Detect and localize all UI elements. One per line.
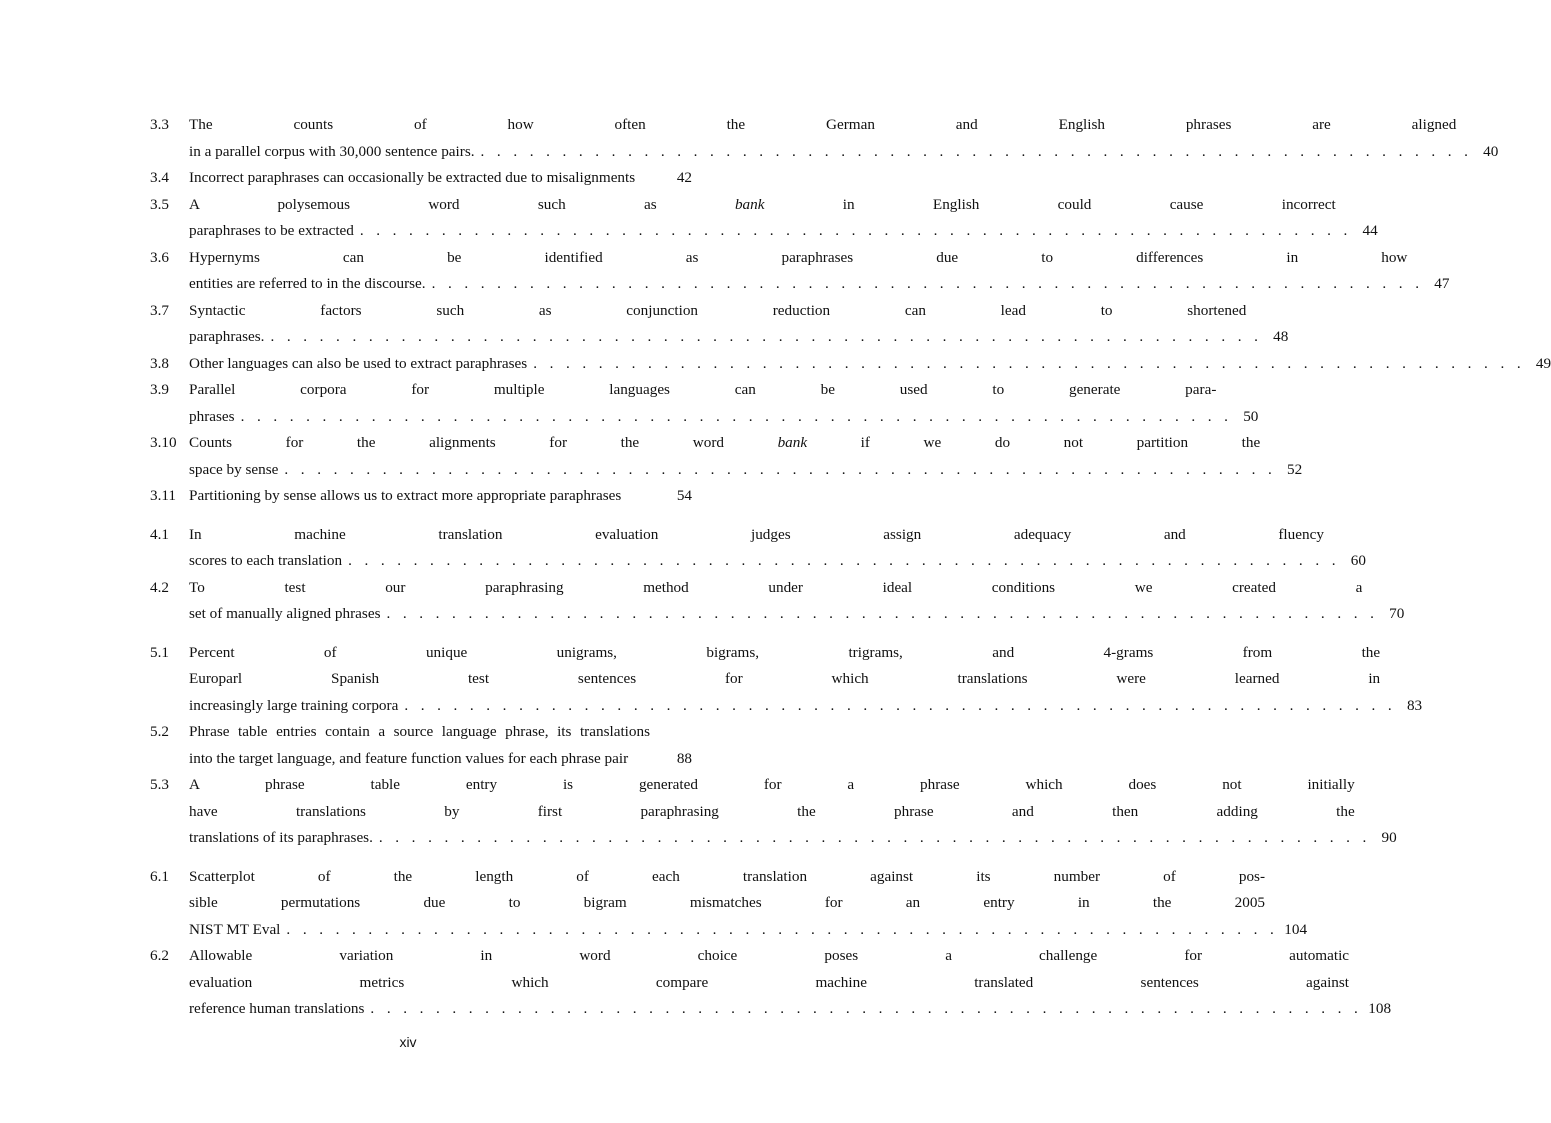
dot-leaders [379, 825, 1371, 852]
entry-line: evaluation metrics which compare machine translated sentences against [189, 973, 1350, 991]
page-number: 70 [1389, 605, 1405, 622]
figure-number: 5.2 [150, 723, 169, 740]
figure-entry-3-7[interactable] [150, 298, 1289, 351]
entry-line: paraphrases to be extracted [189, 222, 354, 239]
entry-line: reference human translations [189, 1000, 365, 1017]
page-number: 54 [676, 487, 692, 504]
entry-line: scores to each translation [189, 552, 343, 569]
dot-leaders [404, 693, 1396, 720]
dot-leaders [360, 218, 1352, 245]
entry-line: sible permutations due to bigram mismatches for an entry in the 2005 [189, 894, 1266, 911]
figure-entry-3-9[interactable] [150, 377, 1259, 430]
page-number: 40 [1483, 142, 1499, 160]
page-number: 42 [676, 169, 692, 186]
dot-leaders [286, 917, 1278, 944]
entry-line: Phrase table entries contain a source language phrase, its translations [189, 723, 650, 740]
figure-entry-6-2[interactable] [150, 943, 1392, 1023]
entry-line: space by sense [189, 460, 279, 478]
figure-entry-3-10[interactable] [150, 430, 1303, 483]
entry-line: translations of its paraphrases. [189, 829, 373, 846]
figure-entry-3-4[interactable] [150, 165, 692, 192]
figure-number: 3.6 [150, 248, 169, 266]
figure-number: 3.8 [150, 354, 169, 372]
page-number: 47 [1434, 275, 1450, 292]
entry-line: In machine translation evaluation judges assign adequacy and fluency [189, 525, 1324, 543]
entry-line: Europarl Spanish test sentences for which translations were learned in [189, 670, 1381, 687]
figure-number: 3.10 [150, 434, 177, 451]
entry-line: To test our paraphrasing method under ideal conditions we created a [189, 578, 1363, 596]
figure-entry-3-11[interactable] [150, 483, 692, 510]
entry-line: Parallel corpora for multiple languages can be used to generate para- [189, 381, 1217, 398]
page-number: 49 [1535, 354, 1551, 372]
figure-entry-3-6[interactable] [150, 245, 1450, 298]
figure-entry-3-3[interactable] [150, 112, 1499, 165]
entry-line: have translations by first paraphrasing the phrase and then adding the [189, 802, 1355, 820]
entry-line: Incorrect paraphrases can occasionally be extracted due to misalignments [189, 169, 636, 186]
entry-line: Hypernyms can be identified as paraphrases due to differences in how [189, 248, 1408, 266]
page-number: 90 [1381, 829, 1397, 846]
figure-number: 5.3 [150, 776, 169, 793]
page-number: 60 [1350, 552, 1366, 569]
figure-entry-3-8[interactable] [150, 351, 1551, 378]
figure-number: 3.3 [150, 116, 169, 133]
entry-line: phrases [189, 407, 235, 425]
figure-entry-5-1[interactable] [150, 640, 1423, 720]
figure-entry-5-2[interactable] [150, 719, 692, 772]
entry-line: Percent of unique unigrams, bigrams, trigrams, and 4-grams from the [189, 643, 1381, 661]
figure-number: 3.9 [150, 381, 169, 398]
page-number: 44 [1362, 222, 1378, 239]
figure-number: 3.4 [150, 169, 169, 186]
page-number: 108 [1368, 1000, 1392, 1017]
entry-line: A polysemous word such as bank in English could cause incorrect [189, 195, 1336, 213]
footer-page-number: xiv [399, 1034, 417, 1050]
figure-entry-4-2[interactable] [150, 575, 1405, 628]
dot-leaders [533, 351, 1525, 378]
entry-line: Partitioning by sense allows us to extract more appropriate paraphrases [189, 487, 622, 504]
figure-number: 3.7 [150, 301, 169, 319]
entry-line: Syntactic factors such as conjunction reduction can lead to shortened [189, 301, 1247, 319]
page-number: 48 [1273, 328, 1289, 345]
dot-leaders [386, 601, 1378, 628]
figure-number: 3.11 [150, 487, 177, 504]
entry-line: set of manually aligned phrases [189, 605, 381, 622]
page-number: 88 [676, 749, 692, 767]
entry-line: Other languages can also be used to extract paraphrases [189, 354, 528, 372]
entry-line: paraphrases. [189, 328, 265, 345]
entry-line: increasingly large training corpora [189, 696, 399, 714]
figure-number: 3.5 [150, 195, 169, 213]
figure-entry-3-5[interactable] [150, 192, 1378, 245]
dot-leaders [370, 996, 1362, 1023]
entry-line: in a parallel corpus with 30,000 sentence pairs. [189, 142, 475, 160]
figure-number: 4.1 [150, 525, 169, 543]
figure-number: 6.2 [150, 947, 169, 964]
figure-entry-5-3[interactable] [150, 772, 1397, 852]
entry-line: Scatterplot of the length of each translation against its number of pos- [189, 867, 1266, 885]
page-number: 50 [1243, 407, 1259, 425]
entry-line: Allowable variation in word choice poses a challenge for automatic [189, 947, 1350, 964]
page-number: 52 [1287, 460, 1303, 478]
list-of-figures [150, 112, 1551, 1023]
dot-leaders [481, 139, 1473, 166]
entry-line: NIST MT Eval [189, 920, 281, 938]
dot-leaders [348, 548, 1340, 575]
figure-number: 5.1 [150, 643, 169, 661]
dot-leaders [284, 457, 1276, 484]
dot-leaders [241, 404, 1233, 431]
entry-line: into the target language, and feature function values for each phrase pair [189, 749, 629, 767]
entry-line: A phrase table entry is generated for a phrase which does not initially [189, 776, 1355, 793]
figure-number: 6.1 [150, 867, 169, 885]
entry-line: The counts of how often the German and English phrases are aligned [189, 116, 1457, 133]
entry-line: entities are referred to in the discourse. [189, 275, 426, 292]
page-number: 104 [1284, 920, 1308, 938]
dot-leaders [270, 324, 1262, 351]
figure-number: 4.2 [150, 578, 169, 596]
page-number: 83 [1406, 696, 1423, 714]
figure-entry-6-1[interactable] [150, 864, 1308, 944]
dot-leaders [432, 271, 1424, 298]
figure-entry-4-1[interactable] [150, 522, 1366, 575]
entry-line: Counts for the alignments for the word bank if we do not partition the [189, 434, 1261, 451]
